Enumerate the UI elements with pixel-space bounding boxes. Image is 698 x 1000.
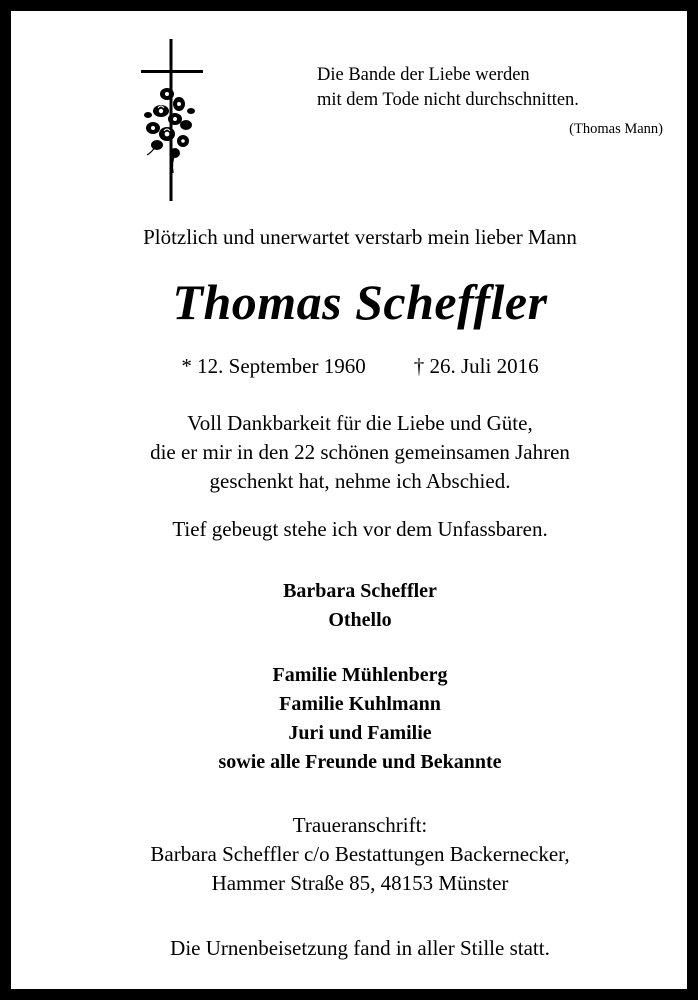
mourning-address — [11, 811, 698, 898]
mourner-name: Familie Mühlenberg — [272, 664, 448, 686]
primary-mourners — [11, 577, 698, 635]
other-mourners — [11, 661, 698, 777]
mourner-name: Juri und Familie — [288, 722, 432, 744]
farewell-message — [11, 409, 698, 496]
mourner-name: Othello — [328, 609, 392, 631]
death-date: † 26. Juli 2016 — [413, 354, 539, 378]
grief-text: Tief gebeugt stehe ich vor dem Unfassbaren. — [172, 517, 548, 541]
birth-date: * 12. September 1960 — [181, 354, 366, 378]
epigraph-quote — [317, 63, 677, 142]
mourner-name: Familie Kuhlmann — [279, 693, 441, 715]
address-label: Traueranschrift: — [292, 813, 428, 837]
quote-author: (Thomas Mann) — [569, 121, 663, 137]
quote-line: mit dem Tode nicht durchschnitten. — [317, 90, 579, 110]
life-dates — [11, 354, 698, 379]
message-line: die er mir in den 22 schönen gemeinsamen Jahren — [150, 440, 570, 464]
mourner-name: sowie alle Freunde und Bekannte — [218, 751, 502, 773]
cross-with-roses-icon — [131, 31, 211, 201]
mourner-name: Barbara Scheffler — [283, 580, 437, 602]
quote-line: Die Bande der Liebe werden — [317, 65, 530, 85]
intro-text: Plötzlich und unerwartet verstarb mein lieber Mann — [143, 225, 577, 249]
message-line: geschenkt hat, nehme ich Abschied. — [209, 469, 511, 493]
deceased-name: Thomas Scheffler — [172, 274, 548, 330]
message-line: Voll Dankbarkeit für die Liebe und Güte, — [187, 411, 533, 435]
address-line: Barbara Scheffler c/o Bestattungen Backernecker, — [150, 842, 570, 866]
address-line: Hammer Straße 85, 48153 Münster — [211, 871, 509, 895]
closing-text: Die Urnenbeisetzung fand in aller Stille statt. — [170, 936, 550, 960]
